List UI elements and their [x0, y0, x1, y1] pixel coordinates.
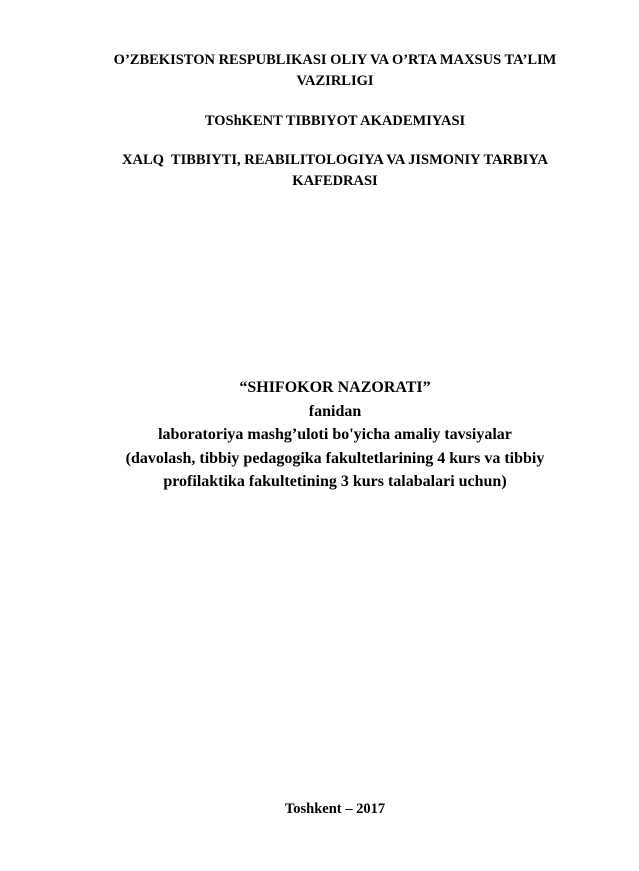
department-heading	[70, 150, 600, 192]
ministry-line-2: VAZIRLIGI	[296, 73, 374, 89]
audience-line-1: (davolash, tibbiy pedagogika fakultetlarining 4 kurs va tibbiy	[125, 449, 545, 467]
academy-name: TOShKENT TIBBIYOT AKADEMIYASI	[204, 113, 466, 129]
academy-heading	[70, 111, 600, 132]
audience-line-2: profilaktika fakultetining 3 kurs talabalari uchun)	[163, 473, 507, 490]
department-line-2: KAFEDRASI	[292, 173, 378, 189]
ministry-heading	[70, 50, 600, 92]
subject-name: “SHIFOKOR NAZORATI”	[239, 379, 431, 396]
ministry-line-1: O’ZBEKISTON RESPUBLIKASI OLIY VA O’RTA MAXSUS TA’LIM	[113, 52, 557, 68]
document-title	[60, 376, 610, 494]
place-year-text: Toshkent – 2017	[284, 801, 386, 817]
department-line-1: XALQ TIBBIYTI, REABILITOLOGIYA VA JISMONIY TARBIYA	[122, 152, 548, 168]
document-description: laboratoriya mashg’uloti bo'yicha amaliy tavsiyalar	[158, 426, 512, 443]
subject-suffix: fanidan	[308, 402, 362, 420]
place-and-year	[70, 799, 600, 820]
